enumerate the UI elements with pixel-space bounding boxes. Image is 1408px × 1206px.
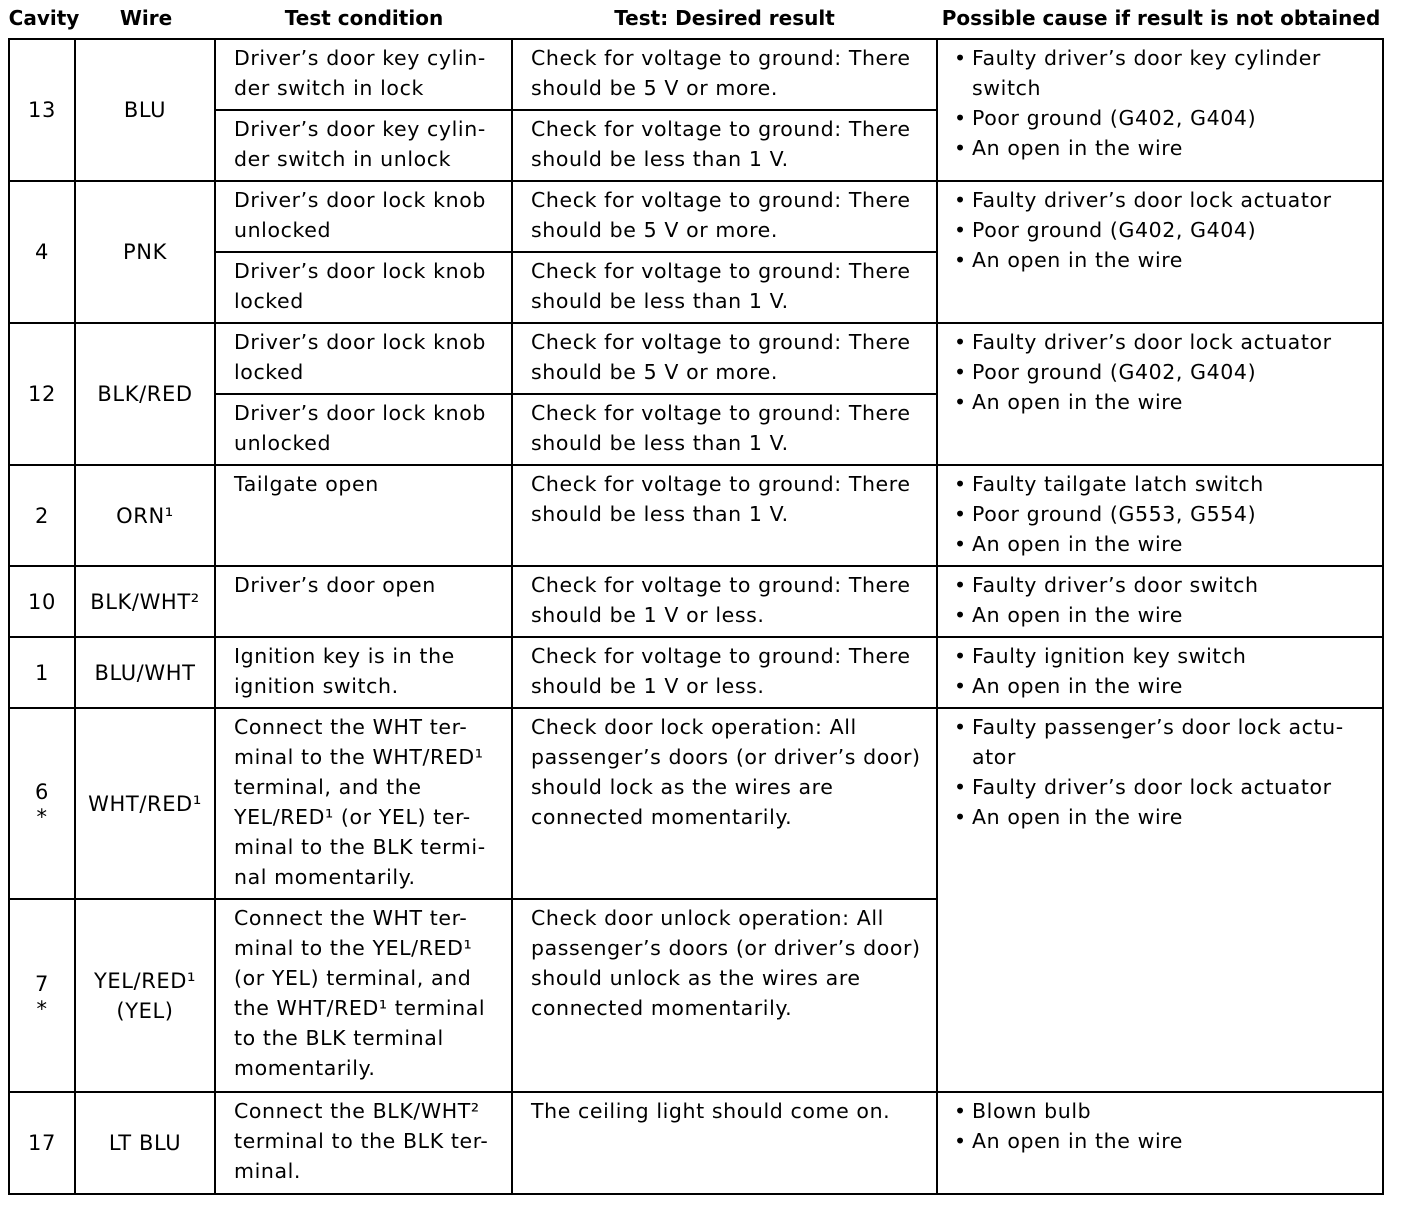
- wire-cell: PNK: [75, 181, 215, 323]
- table-row: [9, 181, 1383, 252]
- result-cell: Check for voltage to ground: There should be 5 V or more.: [512, 323, 937, 394]
- table-row: [9, 637, 1383, 708]
- cause-item: • An open in the wire: [954, 133, 1374, 163]
- table-header: [0, 0, 1408, 38]
- wire-cell: ORN¹: [75, 465, 215, 566]
- result-cell: Check for voltage to ground: There should be less than 1 V.: [512, 252, 937, 323]
- cause-item: • Faulty passenger’s door lock actu-ator: [954, 712, 1374, 772]
- cause-item: • Blown bulb: [954, 1096, 1374, 1126]
- result-cell: Check for voltage to ground: There should be 1 V or less.: [512, 637, 937, 708]
- asterisk-mark: *: [36, 996, 48, 1021]
- cause-item: • Poor ground (G402, G404): [954, 103, 1374, 133]
- table-row: [9, 708, 1383, 899]
- asterisk-mark: *: [36, 804, 48, 829]
- header-result: Test: Desired result: [614, 6, 835, 30]
- condition-cell: Connect the WHT ter-minal to the WHT/RED¹ terminal, and the YEL/RED¹ (or YEL) ter-minal to the BLK termi-nal momentarily.: [215, 708, 512, 899]
- cause-item: • An open in the wire: [954, 387, 1374, 417]
- result-cell: Check for voltage to ground: There should be 5 V or more.: [512, 181, 937, 252]
- wire-cell: WHT/RED¹: [75, 708, 215, 899]
- condition-cell: Connect the WHT ter-minal to the YEL/RED¹ (or YEL) terminal, and the WHT/RED¹ terminal to the BLK terminal momentarily.: [215, 899, 512, 1092]
- condition-cell: Driver’s door lock knob locked: [215, 323, 512, 394]
- condition-cell: Driver’s door lock knob unlocked: [215, 394, 512, 465]
- table-row: [9, 465, 1383, 566]
- result-cell: Check door unlock operation: All passenger’s doors (or driver’s door) should unlock as the wires are connected momentarily.: [512, 899, 937, 1092]
- table-row: [9, 323, 1383, 394]
- wire-cell: BLU: [75, 39, 215, 181]
- cause-item: • Faulty driver’s door lock actuator: [954, 772, 1374, 802]
- result-cell: Check for voltage to ground: There should be less than 1 V.: [512, 465, 937, 566]
- cause-cell: [937, 708, 1383, 1092]
- cause-item: • An open in the wire: [954, 245, 1374, 275]
- cause-cell: [937, 566, 1383, 637]
- condition-cell: Driver’s door key cylin-der switch in lock: [215, 39, 512, 110]
- cause-item: • Faulty driver’s door switch: [954, 570, 1374, 600]
- header-cause: Possible cause if result is not obtained: [941, 6, 1381, 30]
- cause-item: • An open in the wire: [954, 600, 1374, 630]
- wire-cell: LT BLU: [75, 1092, 215, 1194]
- cavity-cell: 10: [9, 566, 75, 637]
- wire-cell: BLK/RED: [75, 323, 215, 465]
- wire-cell: BLU/WHT: [75, 637, 215, 708]
- cause-cell: [937, 1092, 1383, 1194]
- cause-cell: [937, 323, 1383, 465]
- cause-item: • An open in the wire: [954, 1126, 1374, 1156]
- cause-item: • Poor ground (G402, G404): [954, 215, 1374, 245]
- header-wire: Wire: [119, 6, 173, 30]
- cavity-cell: 4: [9, 181, 75, 323]
- cavity-cell: [9, 708, 75, 899]
- cavity-cell: 2: [9, 465, 75, 566]
- condition-cell: Tailgate open: [215, 465, 512, 566]
- cavity-cell: 1: [9, 637, 75, 708]
- cause-cell: [937, 39, 1383, 181]
- result-cell: Check for voltage to ground: There should be 5 V or more.: [512, 39, 937, 110]
- result-cell: Check for voltage to ground: There should be 1 V or less.: [512, 566, 937, 637]
- condition-cell: Ignition key is in the ignition switch.: [215, 637, 512, 708]
- cause-item: • Faulty tailgate latch switch: [954, 469, 1374, 499]
- test-table: [8, 38, 1384, 1195]
- condition-cell: Driver’s door key cylin-der switch in unlock: [215, 110, 512, 181]
- wire-alt-name: (YEL): [116, 998, 174, 1023]
- wire-cell: BLK/WHT²: [75, 566, 215, 637]
- cause-cell: [937, 181, 1383, 323]
- table-row: [9, 39, 1383, 110]
- cavity-cell: [9, 899, 75, 1092]
- condition-cell: Driver’s door lock knob locked: [215, 252, 512, 323]
- cavity-cell: 13: [9, 39, 75, 181]
- cause-item: • An open in the wire: [954, 529, 1374, 559]
- result-cell: Check for voltage to ground: There should be less than 1 V.: [512, 110, 937, 181]
- cause-item: • Faulty driver’s door key cylinder switch: [954, 43, 1374, 103]
- cause-cell: [937, 637, 1383, 708]
- table-row: [9, 566, 1383, 637]
- result-cell: Check for voltage to ground: There should be less than 1 V.: [512, 394, 937, 465]
- table-row: [9, 1092, 1383, 1194]
- cavity-number: 6: [35, 779, 49, 804]
- header-condition: Test condition: [284, 6, 444, 30]
- cause-item: • An open in the wire: [954, 802, 1374, 832]
- cause-item: • Poor ground (G402, G404): [954, 357, 1374, 387]
- result-cell: The ceiling light should come on.: [512, 1092, 937, 1194]
- header-cavity: Cavity: [8, 6, 80, 30]
- result-cell: Check door lock operation: All passenger’s doors (or driver’s door) should lock as the wires are connected momentarily.: [512, 708, 937, 899]
- cause-item: • Poor ground (G553, G554): [954, 499, 1374, 529]
- condition-cell: Driver’s door lock knob unlocked: [215, 181, 512, 252]
- cavity-number: 7: [35, 971, 49, 996]
- condition-cell: Driver’s door open: [215, 566, 512, 637]
- cause-item: • An open in the wire: [954, 671, 1374, 701]
- cavity-cell: 12: [9, 323, 75, 465]
- cause-cell: [937, 465, 1383, 566]
- cause-item: • Faulty driver’s door lock actuator: [954, 327, 1374, 357]
- wire-name: YEL/RED¹: [93, 968, 197, 993]
- cavity-cell: 17: [9, 1092, 75, 1194]
- wire-cell: [75, 899, 215, 1092]
- condition-cell: Connect the BLK/WHT² terminal to the BLK ter-minal.: [215, 1092, 512, 1194]
- cause-item: • Faulty ignition key switch: [954, 641, 1374, 671]
- cause-item: • Faulty driver’s door lock actuator: [954, 185, 1374, 215]
